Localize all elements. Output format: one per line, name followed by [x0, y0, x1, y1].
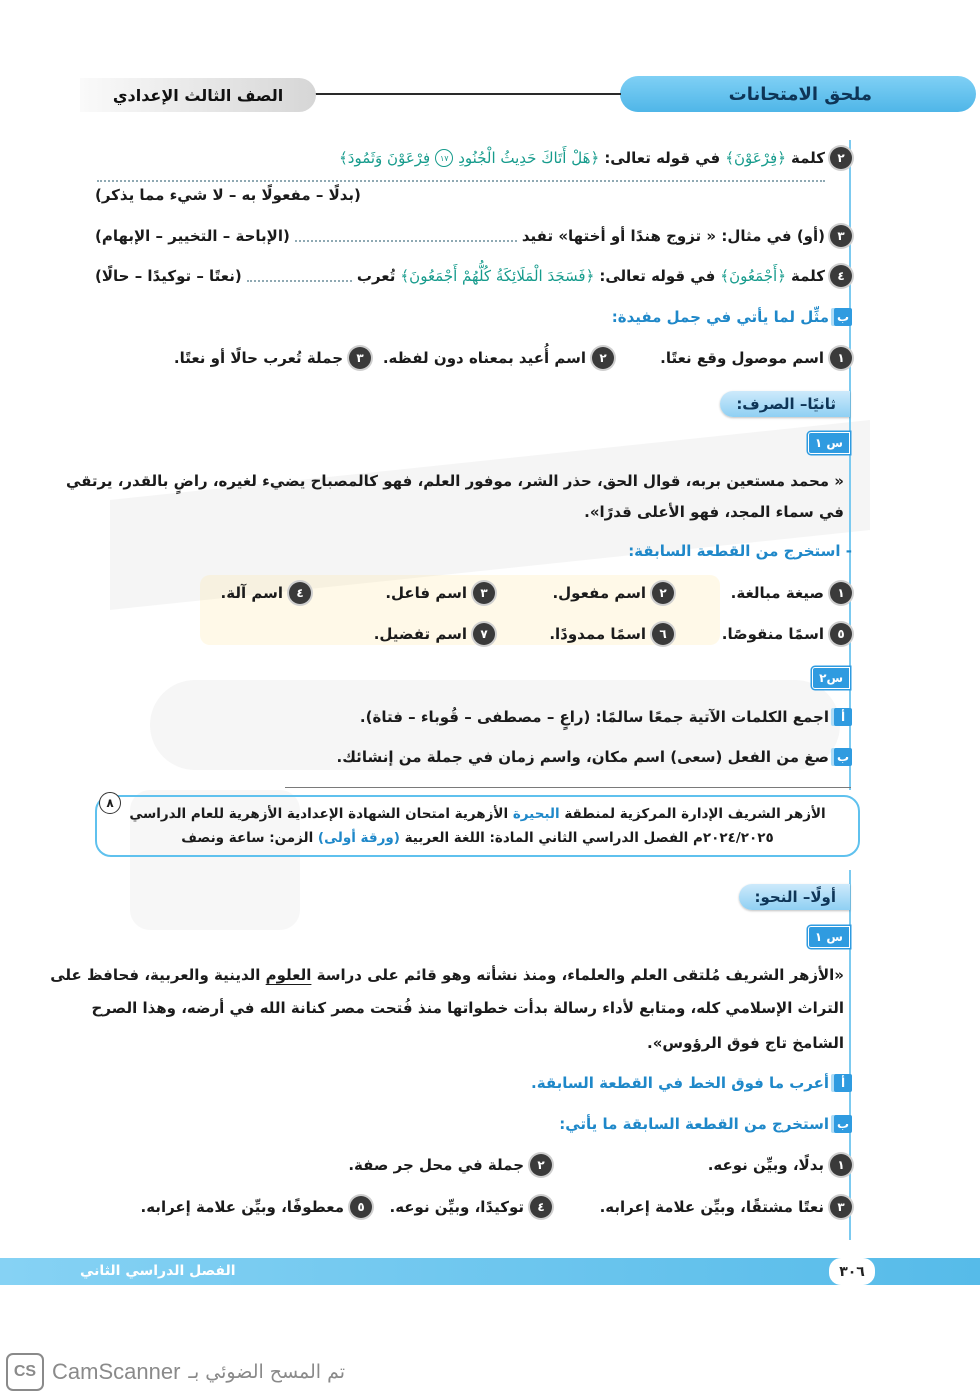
- list-item: [374, 623, 495, 645]
- instruction-text: - استخرج من القطعة السابقة:: [628, 542, 852, 560]
- passage-line: الشامخ تاج فوق الرؤوس».: [647, 1034, 844, 1052]
- question-text: اجمع الكلمات الآتية جمعًا سالمًا: (راعٍ – مصطفى – قُوباء – فتاة).: [359, 708, 829, 726]
- question-tab: س ١: [808, 432, 850, 454]
- list-item: [348, 1154, 552, 1176]
- list-item: [614, 347, 852, 369]
- exam-info-text: الزمن: ساعة ونصف: [181, 830, 314, 846]
- item-text: بدلًا، وبيِّن نوعه.: [707, 1156, 824, 1174]
- question-number: ٣: [830, 225, 852, 247]
- passage-text: «الأزهر الشريف مُلتقى العلم والعلماء، ومنذ نشأته وهو قائم على دراسة: [316, 966, 844, 984]
- section-tab-nahw: أولًا– النحو:: [739, 884, 850, 910]
- underlined-word: العلوم: [265, 966, 312, 984]
- list-item: [552, 1154, 852, 1176]
- scanner-caption: تم المسح الضوئي بـ: [188, 1361, 346, 1383]
- item-number: ١: [830, 1154, 852, 1176]
- answer-options: (بدلًا – مفعولًا به – لا شيء مما يذكر): [95, 186, 361, 204]
- quran-word: ﴿فِرْعَوْنَ﴾: [725, 149, 786, 167]
- quran-verse: فِرْعَوْنَ وَثَمُودَ﴾: [338, 149, 431, 167]
- paper-label: (ورقة أولى): [317, 830, 400, 846]
- ayah-number: ١٧: [435, 149, 453, 167]
- item-number: ٦: [652, 623, 674, 645]
- item-number: ٥: [350, 1196, 372, 1218]
- subquestion-marker: ب: [834, 308, 852, 326]
- question-tab: س٢: [812, 667, 850, 689]
- quran-word: ﴿أَجْمَعُونَ﴾: [720, 267, 786, 285]
- exam-info-text: الأزهر الشريف الإدارة المركزية لمنطقة: [564, 806, 826, 822]
- page-number: ٣٠٦: [829, 1258, 875, 1285]
- question-number: ٢: [830, 147, 852, 169]
- list-item: [372, 1196, 552, 1218]
- item-text: نعتًا مشتقًا، وبيِّن علامة إعرابه.: [599, 1198, 824, 1216]
- question-text: تُعرب: [356, 267, 396, 285]
- item-text: معطوفًا، وبيِّن علامة إعرابه.: [140, 1198, 344, 1216]
- item-text: اسمًا ممدودًا.: [549, 625, 646, 643]
- subquestion-b: [95, 302, 852, 332]
- list-item: [674, 623, 852, 645]
- instruction-text: مثِّل لما يأتي في جمل مفيدة:: [611, 308, 829, 326]
- passage-line: [50, 959, 844, 991]
- passage-line: التراث الإسلامي كله، ومتابع لأداء رسالة بدأت خطواتها منذ فُتحت مصر كنانة الله في أرضه، وهذا الصرح: [91, 999, 844, 1017]
- region-name: البحيرة: [512, 806, 560, 822]
- scanner-watermark: [6, 1353, 345, 1391]
- item-text: جملة في محل جر صفة.: [348, 1156, 524, 1174]
- item-text: اسم آلة.: [220, 584, 283, 602]
- passage-line: في سماء المجد، فهو الأعلى قدرًا».: [584, 503, 844, 521]
- item-text: اسم فاعل.: [385, 584, 467, 602]
- subquestion-marker: ب: [834, 1115, 852, 1133]
- instruction-text: استخرج من القطعة السابقة ما يأتي:: [559, 1115, 829, 1133]
- list-item: [371, 347, 614, 369]
- item-text: اسم أُعيد بمعناه دون لفظه.: [382, 349, 586, 367]
- extract-row-2: [95, 1192, 852, 1222]
- subquestion-b: [95, 1109, 852, 1139]
- extract-row-1: [95, 1150, 852, 1180]
- question-text: كلمة: [791, 267, 825, 285]
- item-number: ١: [830, 347, 852, 369]
- question-3: [95, 221, 852, 251]
- item-number: ١: [830, 582, 852, 604]
- item-text: اسم تفضيل.: [373, 625, 467, 643]
- answer-options: (الإباحة – التخيير – الإبهام): [95, 227, 290, 245]
- answer-blank: [247, 280, 352, 282]
- extract-row-1: [95, 578, 852, 608]
- item-number: ٢: [652, 582, 674, 604]
- quran-verse: ﴿فَسَجَدَ الْمَلَائِكَةُ كُلُّهُمْ أَجْمَعُونَ﴾: [400, 267, 595, 285]
- item-number: ٤: [530, 1196, 552, 1218]
- item-number: ٢: [530, 1154, 552, 1176]
- item-text: جملة تُعرب حالًا أو نعتًا.: [173, 349, 343, 367]
- examples-row: [95, 343, 852, 373]
- footer-semester: الفصل الدراسي الثاني: [80, 1263, 236, 1279]
- exam-info-line-1: [129, 802, 825, 826]
- subquestion-a: [95, 702, 852, 732]
- list-item: [674, 582, 852, 604]
- exam-info-text: ٢٠٢٤/٢٠٢٥م الفصل الدراسي الثاني المادة: اللغة العربية: [404, 830, 774, 846]
- quran-verse: ﴿هَلْ أَتَاكَ حَدِيثُ الْجُنُودِ: [458, 149, 600, 167]
- exam-info-box: [95, 795, 860, 857]
- subquestion-marker: أ: [834, 708, 852, 726]
- item-number: ٤: [289, 582, 311, 604]
- list-item: [552, 1196, 852, 1218]
- subquestion-marker: أ: [834, 1074, 852, 1092]
- section-divider: [285, 787, 851, 788]
- question-text: صغ من الفعل (سعى) اسم مكان، واسم زمان في جملة من إنشائك.: [336, 748, 829, 766]
- question-text: في قوله تعالى:: [599, 267, 716, 285]
- instruction-text: أعرب ما فوق الخط في القطعة السابقة.: [531, 1074, 829, 1092]
- item-number: ٧: [473, 623, 495, 645]
- passage-text: الدينية والعربية، فحافظ على: [50, 966, 261, 984]
- list-item: [141, 1196, 372, 1218]
- item-number: ٣: [473, 582, 495, 604]
- question-2: [95, 143, 852, 173]
- list-item: [311, 582, 495, 604]
- item-number: ٣: [830, 1196, 852, 1218]
- grade-label: الصف الثالث الإعدادي: [80, 78, 316, 112]
- header-divider: [315, 93, 621, 95]
- answer-blank: [295, 240, 517, 242]
- item-number: ٥: [830, 623, 852, 645]
- subquestion-marker: ب: [834, 748, 852, 766]
- extract-row-2: [95, 619, 852, 649]
- question-text: (أو) في مثال: « تزوج هندًا أو أختها» تفيد: [521, 227, 825, 245]
- exam-info-text: الأزهرية امتحان الشهادة الإعدادية الأزهرية للعام الدراسي: [129, 806, 509, 822]
- passage-line: « محمد مستعين بربه، قوال الحق، حذر الشر، موفور العلم، فهو كالمصباح يضيء لغيره، راضٍ بالقدر، يرتقي: [65, 472, 844, 490]
- section-tab-sarf: ثانيًا– الصرف:: [720, 391, 850, 417]
- exam-info-line-2: [181, 826, 774, 850]
- item-text: صيغة مبالغة.: [730, 584, 824, 602]
- camscanner-logo-icon: CS: [6, 1353, 44, 1391]
- list-item: [495, 582, 674, 604]
- question-4: [95, 261, 852, 291]
- question-2-options: [95, 182, 852, 208]
- appendix-title: ملحق الامتحانات: [620, 76, 976, 112]
- answer-options: (نعتًا – توكيدًا – حالًا): [95, 267, 242, 285]
- item-number: ٣: [349, 347, 371, 369]
- question-tab: س ١: [808, 926, 850, 948]
- item-text: توكيدًا، وبيِّن نوعه.: [389, 1198, 524, 1216]
- scanner-brand: CamScanner: [52, 1359, 181, 1384]
- subquestion-b: [95, 742, 852, 772]
- question-text: كلمة: [791, 149, 825, 167]
- extract-instruction: [95, 536, 852, 566]
- list-item: [174, 347, 371, 369]
- exam-number-badge: ٨: [99, 792, 121, 814]
- subquestion-a: [95, 1068, 852, 1098]
- list-item: [495, 623, 674, 645]
- item-text: اسمًا منقوصًا.: [721, 625, 824, 643]
- question-text: في قوله تعالى:: [604, 149, 721, 167]
- list-item: [221, 582, 311, 604]
- item-number: ٢: [592, 347, 614, 369]
- question-number: ٤: [830, 265, 852, 287]
- item-text: اسم موصول وقع نعتًا.: [660, 349, 824, 367]
- item-text: اسم مفعول.: [552, 584, 646, 602]
